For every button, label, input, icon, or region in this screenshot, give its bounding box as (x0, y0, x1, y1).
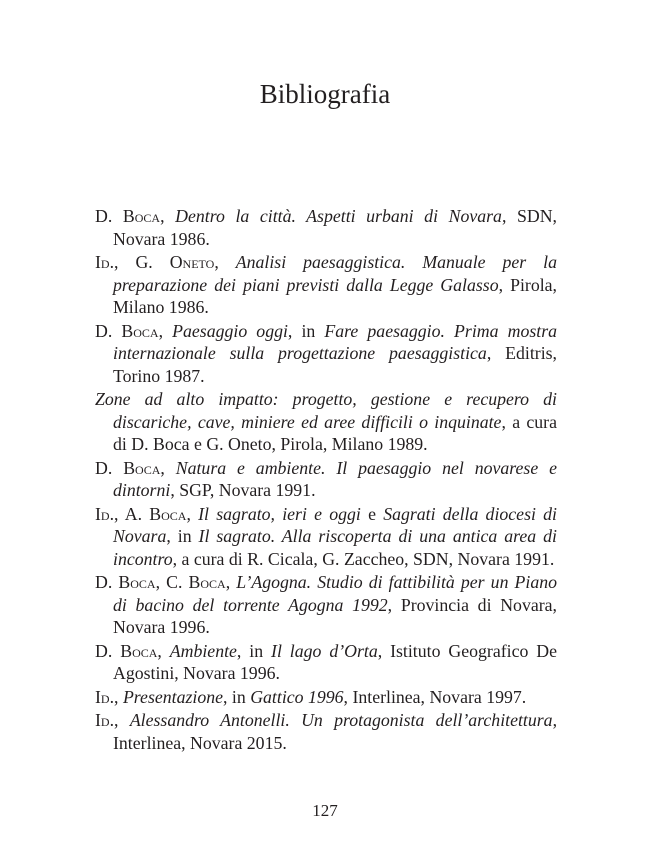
entry-title-italic: Alessandro Antonelli. Un protagonista dell’architettura (129, 710, 553, 730)
entry-text: , Editris, Torino 1987. (113, 343, 557, 386)
entry-author-smallcaps: Boca (122, 206, 161, 226)
bibliography-entry (95, 457, 557, 502)
entry-text: , (225, 572, 237, 592)
entry-title-italic: Paesaggio oggi (172, 320, 288, 341)
entry-title-italic: Fare paesaggio. Prima mostra internazionale sulla progettazione paesaggistica (113, 320, 558, 363)
entry-title-italic: Il sagrato, ieri e oggi (198, 503, 361, 524)
entry-title-italic: Presentazione (122, 686, 224, 707)
entry-text: , (214, 252, 236, 272)
entry-author-smallcaps: Boca (123, 457, 161, 478)
entry-title-italic: Sagrati della diocesi di Novara (113, 503, 557, 546)
entry-text: , in (223, 686, 251, 707)
entry-text: , C. (155, 572, 189, 592)
entry-text: , (114, 710, 130, 730)
entry-author-smallcaps: Id. (95, 503, 115, 524)
entry-text: , a cura di R. Cicala, G. Zaccheo, SDN, Novara 1991. (172, 548, 555, 569)
bibliography-list (95, 205, 557, 755)
bibliography-entry (95, 503, 557, 571)
entry-text: e (360, 503, 384, 524)
entry-title-italic: Gattico 1996 (250, 686, 344, 707)
entry-author-smallcaps: Id. (95, 710, 115, 730)
entry-text: D. (95, 206, 123, 226)
entry-text: D. (95, 457, 124, 478)
entry-author-smallcaps: Boca (118, 572, 156, 592)
entry-author-smallcaps: Id. (95, 686, 115, 707)
bibliography-entry (95, 686, 557, 709)
entry-text: , SDN, Novara 1986. (113, 206, 558, 249)
bibliography-entry (95, 251, 557, 319)
entry-title-italic: Analisi paesaggistica. Manuale per la preparazione dei piani previsti dalla Legge Galasso (113, 252, 558, 295)
entry-author-smallcaps: Boca (120, 640, 158, 661)
entry-text: , Interlinea, Novara 1997. (343, 686, 527, 707)
entry-text: , a cura di D. Boca e G. Oneto, Pirola, Milano 1989. (113, 411, 557, 454)
entry-text: , (114, 686, 123, 707)
entry-text: , (160, 457, 176, 478)
page-number: 127 (312, 801, 338, 820)
entry-text: , (160, 206, 176, 226)
entry-text: , in (287, 320, 325, 341)
bibliography-entry (95, 640, 557, 685)
entry-text: , in (166, 526, 199, 546)
entry-author-smallcaps: Boca (149, 503, 187, 524)
bibliography-entry (95, 320, 557, 388)
entry-title-italic: Il sagrato. Alla riscoperta di una antica area di incontro (113, 526, 557, 569)
entry-text: , G. (114, 252, 170, 272)
entry-text: , (158, 320, 173, 341)
entry-text: , Pirola, Milano 1986. (113, 274, 558, 317)
bibliography-entry (95, 388, 557, 456)
entry-author-smallcaps: Boca (121, 320, 159, 341)
entry-text: D. (95, 640, 121, 661)
entry-text: , in (236, 640, 272, 661)
bibliography-entry (95, 709, 557, 754)
entry-author-smallcaps: Id. (95, 252, 115, 272)
entry-author-smallcaps: Oneto (169, 252, 215, 272)
entry-text: , Istituto Geografico De Agostini, Novara 1996. (113, 640, 558, 683)
entry-title-italic: L’Agogna. Studio di fattibilità per un Piano di bacino del torrente Agogna 1992 (113, 572, 558, 615)
bibliography-entry (95, 205, 557, 250)
entry-text: , (186, 503, 199, 524)
entry-title-italic: Dentro la città. Aspetti urbani di Novara (175, 206, 502, 226)
entry-text: D. (95, 572, 119, 592)
entry-text: , Provincia di Novara, Novara 1996. (113, 594, 557, 637)
entry-text: , A. (114, 503, 150, 524)
entry-text: , SGP, Novara 1991. (170, 480, 316, 500)
entry-title-italic: Natura e ambiente. Il paesaggio nel novarese e dintorni (113, 457, 558, 500)
entry-text: D. (95, 320, 122, 341)
page-title: Bibliografia (259, 79, 391, 109)
entry-text: , Interlinea, Novara 2015. (113, 710, 558, 753)
entry-text: , (157, 640, 170, 661)
entry-author-smallcaps: Boca (188, 572, 226, 592)
entry-title-italic: Il lago d’Orta (271, 640, 378, 661)
entry-title-italic: Ambiente (169, 640, 237, 661)
bibliography-entry (95, 571, 557, 639)
entry-title-italic: Zone ad alto impatto: progetto, gestione e recupero di discariche, cave, miniere ed aree difficili o inquinate (95, 389, 557, 432)
